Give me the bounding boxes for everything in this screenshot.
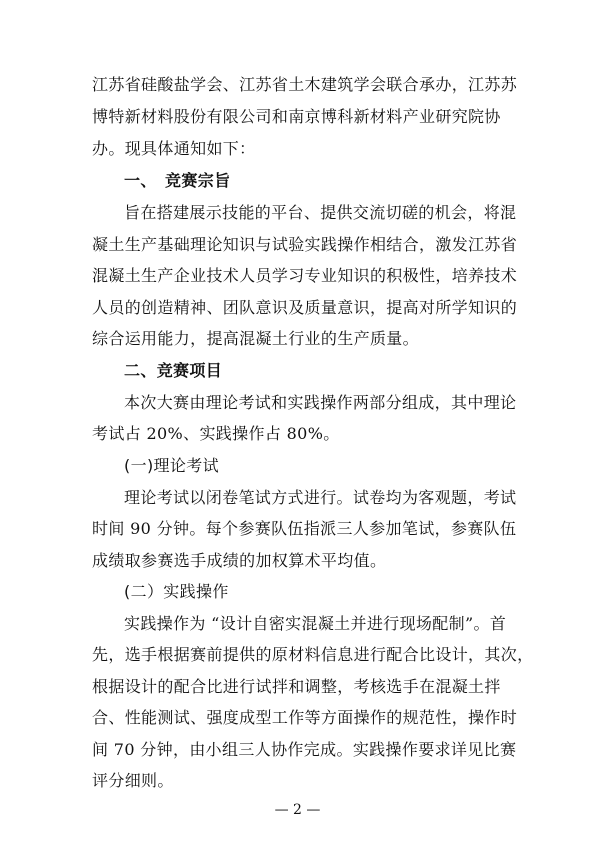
section-1-line-2: 凝土生产基础理论知识与试验实践操作相结合，激发江苏省 [92,235,518,254]
practice-line-4: 合、性能测试、强度成型工作等方面操作的规范性，操作时 [92,708,518,727]
practice-line-2: 先，选手根据赛前提供的原材料信息进行配合比设计，其次， [92,645,534,664]
section-1-line-1: 旨在搭建展示技能的平台、提供交流切磋的机会，将混 [124,203,517,222]
practice-line-6: 评分细则。 [92,771,174,790]
practice-line-1: 实践操作为 “设计自密实混凝土并进行现场配制”。首 [124,614,507,633]
practice-line-3: 根据设计的配合比进行试拌和调整，考核选手在混凝土拌 [92,677,501,696]
theory-line-3: 成绩取参赛选手成绩的加权算术平均值。 [92,551,387,570]
theory-line-1: 理论考试以闭卷笔试方式进行。试卷均为客观题，考试 [124,488,517,507]
intro-line-1: 江苏省硅酸盐学会、江苏省土木建筑学会联合承办，江苏苏 [92,75,518,94]
section-2-line-1: 本次大赛由理论考试和实践操作两部分组成，其中理论 [124,393,517,412]
intro-line-3: 办。现具体通知如下： [92,139,256,158]
subsection-theory-heading: (一)理论考试 [124,456,219,475]
section-1-heading: 一、 竞赛宗旨 [124,171,231,190]
section-1-line-4: 人员的创造精神、团队意识及质量意识，提高对所学知识的 [92,298,518,317]
section-2-line-2: 考试占 20%、实践操作占 80%。 [92,424,340,443]
intro-line-2: 博特新材料股份有限公司和南京博科新材料产业研究院协 [92,107,501,126]
section-1-line-5: 综合运用能力，提高混凝土行业的生产质量。 [92,329,420,348]
section-2-heading: 二、竞赛项目 [124,361,223,380]
section-1-line-3: 混凝土生产企业技术人员学习专业知识的积极性，培养技术 [92,266,518,285]
theory-line-2: 时间 90 分钟。每个参赛队伍指派三人参加笔试，参赛队伍 [92,519,517,538]
subsection-practice-heading: (二）实践操作 [124,582,229,601]
practice-line-5: 间 70 分钟，由小组三人协作完成。实践操作要求详见比赛 [92,740,517,759]
page-number: — 2 — [274,802,321,818]
